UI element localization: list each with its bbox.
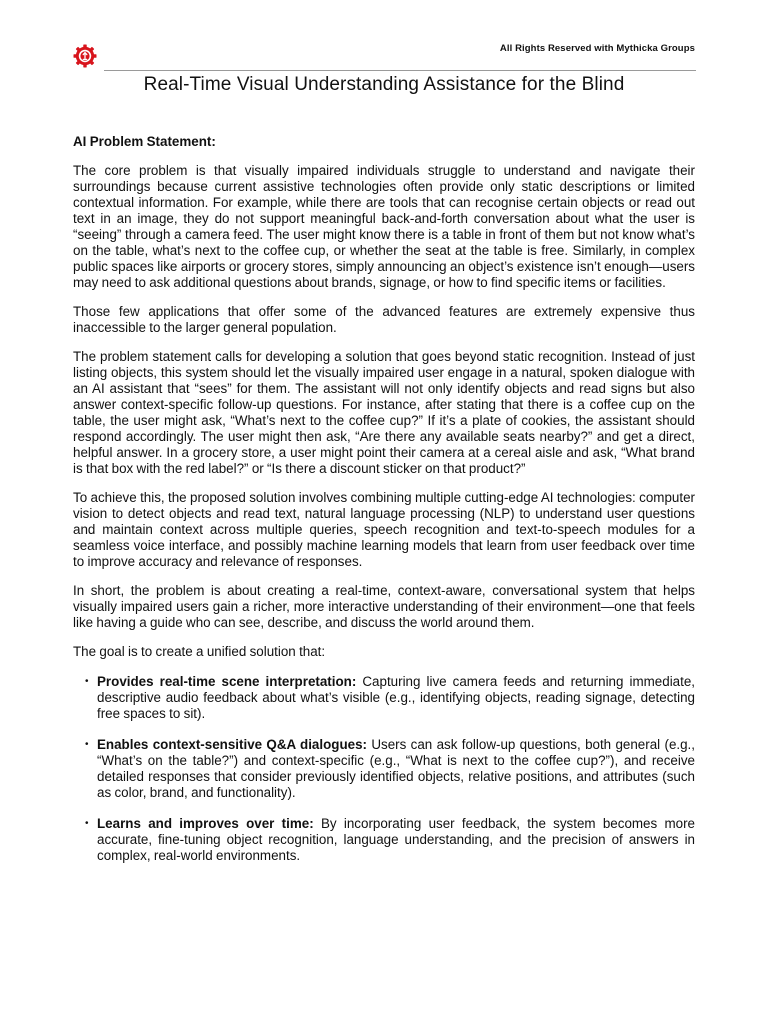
- gear-logo-icon: [72, 43, 98, 69]
- goal-lead: Learns and improves over time:: [97, 816, 314, 831]
- goal-item: [73, 816, 695, 864]
- document-title: Real-Time Visual Understanding Assistance for the Blind: [143, 74, 625, 95]
- paragraph-solution-scope: The problem statement calls for developing a solution that goes beyond static recognition. Instead of just listing objects, this system should let the visually impaired user engage in a natural, spoken dialogue with an AI assistant that “sees” for them. The assistant will not only identify objects and read signs but also answer context-specific follow-up questions. For instance, after stating that there is a coffee cup on the table, the user might ask, “What’s next to the coffee cup?” If it’s a plate of cookies, the assistant should respond accordingly. The user might then ask, “Are there any available seats nearby?” and get a direct, helpful answer. In a grocery store, a user might point their camera at a cereal aisle and ask, “What brand is that box with the red label?” or “Is there a discount sticker on that product?”: [73, 349, 695, 476]
- copyright-notice: All Rights Reserved with Mythicka Groups: [499, 43, 695, 54]
- paragraph-problem: The core problem is that visually impaired individuals struggle to understand and navigate their surroundings because current assistive technologies often provide only static descriptions or limited contextual information. For example, while there are tools that can recognise certain objects or read out text in an image, they do not support meaningful back-and-forth conversation about what the user is “seeing” through a camera feed. The user might know there is a table in front of them but not know what’s on the table, what’s next to the coffee cup, or whether the seat at the table is free. Similarly, in complex public spaces like airports or grocery stores, simply announcing an object’s existence isn’t enough—users may need to ask additional questions about brands, signage, or how to find specific items or facilities.: [73, 163, 695, 290]
- goal-lead: Provides real-time scene interpretation:: [97, 674, 357, 689]
- paragraph-cost: Those few applications that offer some of the advanced features are extremely expensive thus inaccessible to the larger general population.: [73, 304, 695, 335]
- goal-list: [73, 674, 695, 864]
- goal-item: [73, 674, 695, 722]
- goal-text: Users can ask follow-up questions, both general (e.g., “What’s on the table?”) and context-specific (e.g., “What is next to the coffee cup?”), and receive detailed responses that consider previously identified objects, relative positions, and attributes (such as color, brand, and functionality).: [97, 737, 695, 800]
- section-heading: AI Problem Statement:: [73, 134, 216, 149]
- goal-intro: The goal is to create a unified solution that:: [73, 644, 326, 659]
- paragraph-technologies: To achieve this, the proposed solution involves combining multiple cutting-edge AI technologies: computer vision to detect objects and read text, natural language processing (NLP) to understand user questions and maintain context across multiple queries, speech recognition and text-to-speech modules for a seamless voice interface, and possibly machine learning models that learn from user feedback over time to improve accuracy and relevance of responses.: [73, 490, 695, 569]
- goal-item: [73, 737, 695, 801]
- bullet-icon: •: [85, 739, 89, 750]
- header-divider: [104, 70, 696, 71]
- goal-text: Capturing live camera feeds and returning immediate, descriptive audio feedback about what’s visible (e.g., identifying objects, reading signage, detecting free spaces to sit).: [97, 674, 696, 721]
- goal-text: By incorporating user feedback, the system becomes more accurate, fine-tuning object recognition, language understanding, and the precision of answers in complex, real-world environments.: [97, 816, 695, 863]
- bullet-icon: •: [85, 818, 89, 829]
- paragraph-summary: In short, the problem is about creating a real-time, context-aware, conversational system that helps visually impaired users gain a richer, more interactive understanding of their environment—one that feels like having a guide who can see, describe, and discuss the world around them.: [73, 583, 695, 630]
- bullet-icon: •: [85, 676, 89, 687]
- document-body: [73, 134, 695, 879]
- goal-lead: Enables context-sensitive Q&A dialogues:: [97, 737, 367, 752]
